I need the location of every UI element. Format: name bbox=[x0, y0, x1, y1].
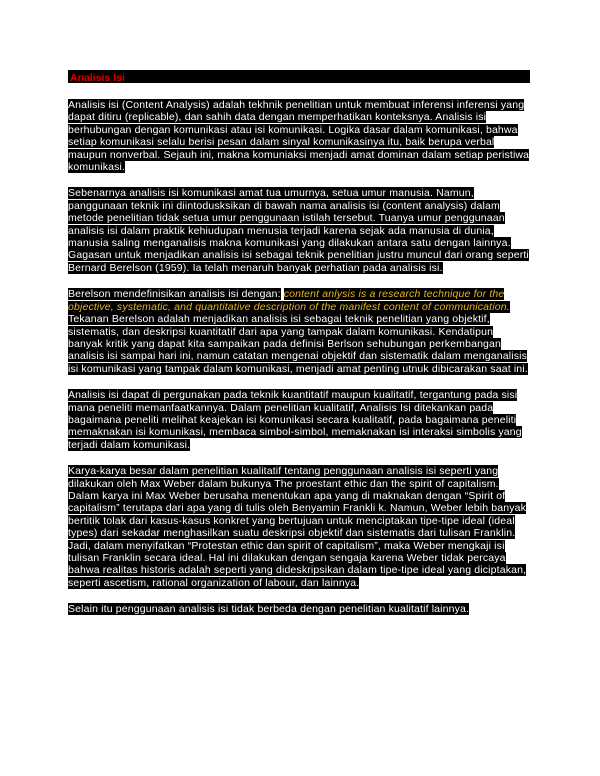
paragraph-3-text: Tekanan Berelson adalah menjadikan analisis isi sebagai teknik penelitian yang objektif, sistematis, dan deskripsi kuantitatif dari apa yang tampak dalam komunikasi. Kendatipun banyak kritik yang dapat kita sampaikan pada definisi Berlson sehubungan perkembangan analisis isi sampai hari ini, namun catatan mengenai objektif dan sistematik dalam menganalisis isi komunikasi yang tampak dalam komunikasi, menjadi amat penting utnuk dibicarakan saat ini. bbox=[68, 313, 528, 375]
paragraph-2 bbox=[68, 187, 530, 274]
paragraph-6-text: Selain itu penggunaan analisis isi tidak berbeda dengan penelitian kualitatif lainnya. bbox=[68, 603, 470, 616]
paragraph-2-text: Sebenarnya analisis isi komunikasi amat tua umurnya, setua umur manusia. Namun, panggunaan teknik ini diintodusksikan di bawah nama analisis isi (content analysis) dalam metode penelitian tidak setua umur penggunaan istilah tersebut. Tuanya umur penggunaan analisis isi dalam praktik kehiudupan menusia terjadi karena sejak ada manusia di dunia, manusia saling menganalisis makna komunikasi yang dilakukan antara satu dengan lainnya. Gagasan untuk menjadikan analisis isi sebagai teknik penelitian justru muncul dari orang seperti Bernard Berelson (1959). Ia telah menaruh banyak perhatian pada analisis isi. bbox=[68, 187, 529, 274]
paragraph-5-text: Karya-karya besar dalam penelitian kualitatif tentang penggunaan analisis isi seperti yang dilakukan oleh Max Weber dalam bukunya The proestant ethic dan the spirit of capitalism. Dalam karya ini Max Weber berusaha menentukan apa yang di maknakan dengan “Spirit of capitalism” terutapa dari apa yang di tulis oleh Benyamin Frankli k. Namun, Weber lebih banyak bertitik tolak dari kasus-kasus konkret yang bertujuan untuk menciptakan tipe-tipe ideal (ideal types) dari sekadar menghasilkan suatu deskripsi objektif dan sistematis dari tulisan Franklin. Jadi, dalam menyifatkan “Protestan ethic dan spirit of capitalism”, maka Weber mengkaji isi tulisan Franklin secara ideal. Hal ini dilakukan dengan sengaja karena Weber tidak percaya bahwa realitas historis adalah seperti yang dideskripsikan dalam tipe-tipe ideal yang diciptakan, seperti ascetism, rational organization of labour, dan lainnya. bbox=[68, 465, 527, 589]
document-page bbox=[68, 70, 530, 630]
title-bar bbox=[68, 70, 530, 83]
page-title: Analisis Isi bbox=[70, 72, 125, 84]
paragraph-1-text: Analisis isi (Content Analysis) adalah tekhnik penelitian untuk membuat inferensi inferensi yang dapat ditiru (replicable), dan sahih data dengan memperhatikan konteksnya. Analisis isi berhubungan dengan komunikasi atau isi komunikasi. Logika dasar dalam komunikasi, bahwa setiap komunikasi selalu berisi pesan dalam sinyal komunikasinya itu, baik berupa verbal maupun nonverbal. Sejauh ini, makna komuniaksi menjadi amat dominan dalam setiap peristiwa komunikasi. bbox=[68, 99, 530, 174]
paragraph-5 bbox=[68, 465, 530, 589]
paragraph-4 bbox=[68, 389, 530, 451]
paragraph-1 bbox=[68, 99, 530, 173]
paragraph-3 bbox=[68, 288, 530, 375]
paragraph-6 bbox=[68, 603, 530, 615]
paragraph-4-text: Analisis isi dapat di pergunakan pada teknik kuantitatif maupun kualitatif, tergantung pada sisi mana peneliti memanfaatkannya. Dalam penelitian kualitatif, Analisis Isi ditekankan pada bagaimana peneliti melihat keajekan isi komunikasi secara kualitatif, pada bagaimana peneliti memaknakan isi komunikasi, membaca simbol-simbol, memaknakan isi interaksi simbolis yang terjadi dalam komunikasi. bbox=[68, 389, 522, 451]
berelson-definition-quote: content anlysis is a research technique for the objective, systematic, and quantitative description of the manifest content of communication. bbox=[68, 288, 510, 313]
paragraph-3-intro: Berelson mendefinisikan analisis isi dengan: bbox=[68, 288, 281, 301]
